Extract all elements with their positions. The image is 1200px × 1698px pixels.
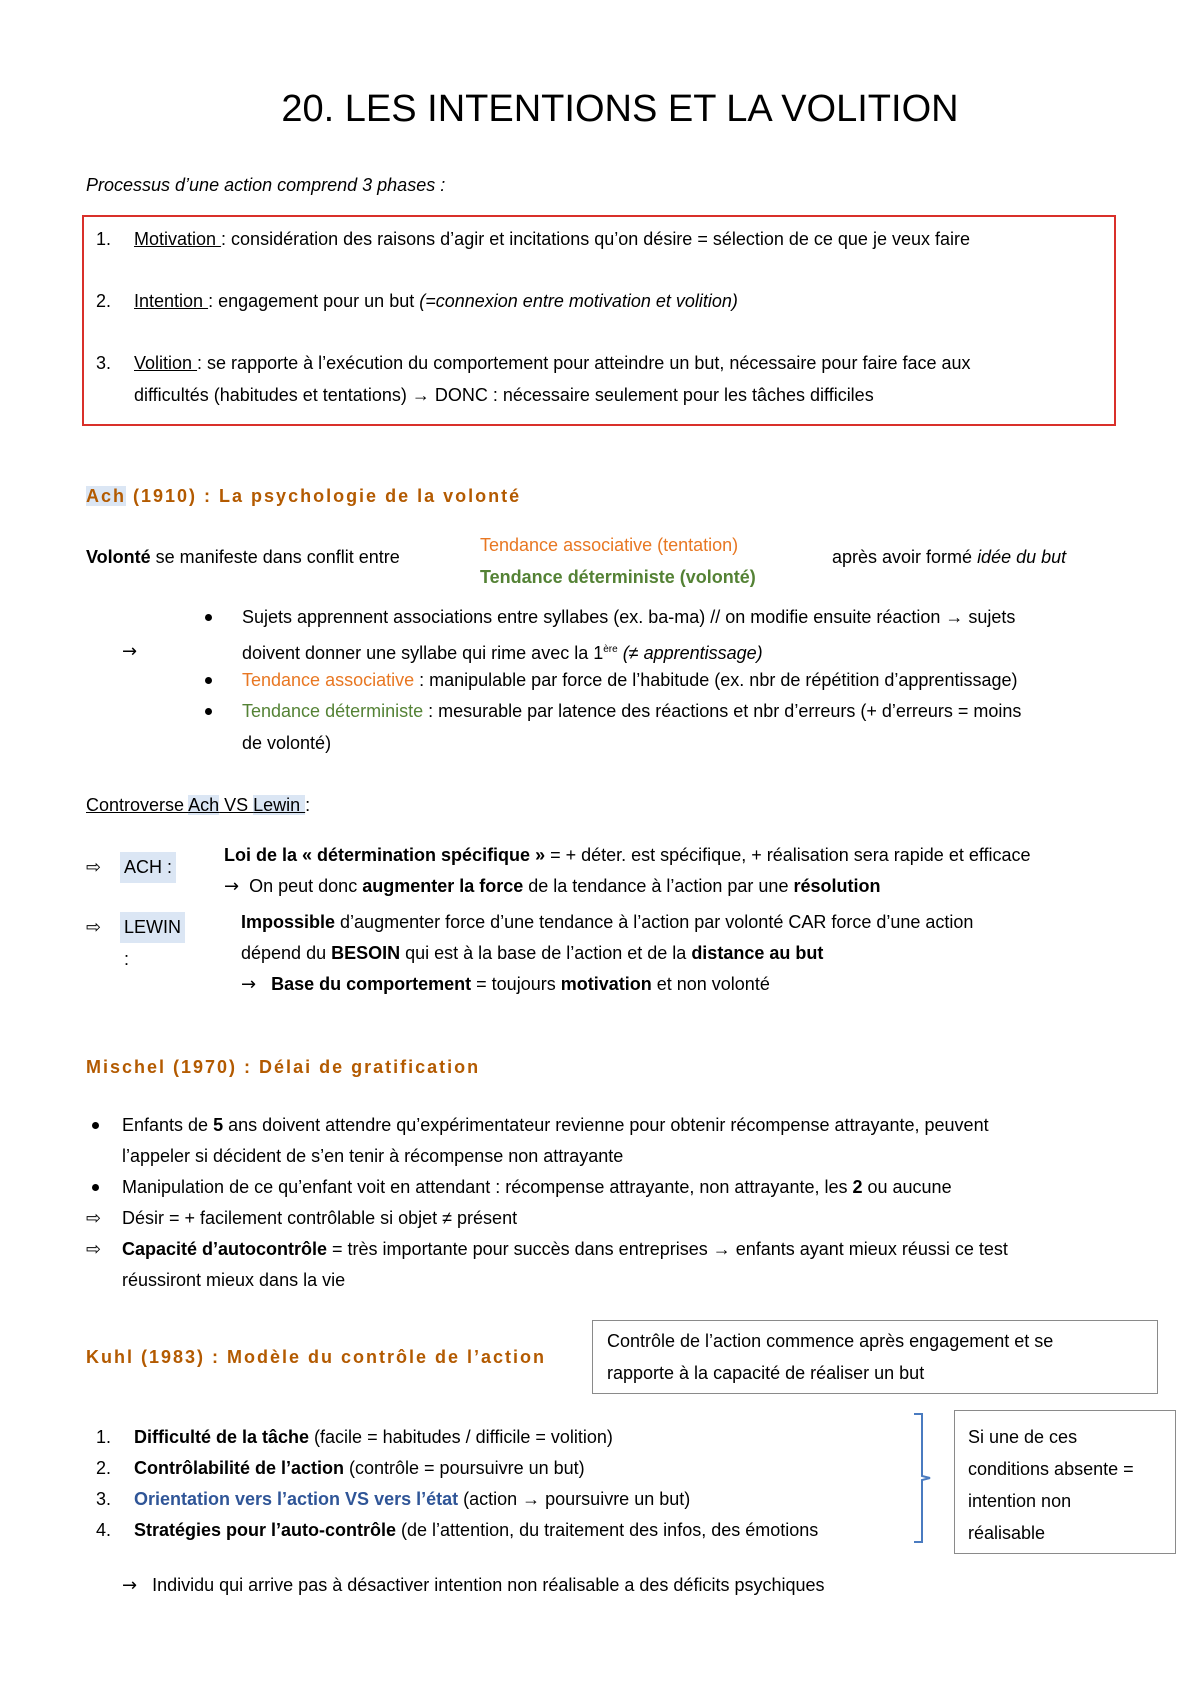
ach-line1 [224, 840, 1031, 871]
outline-arrow-icon: ⇨ [86, 1208, 102, 1229]
mischel-item-4 [122, 1234, 1008, 1265]
phase-number: 3. [96, 353, 112, 373]
mischel-bold: 5 [213, 1115, 224, 1135]
phase-1 [96, 224, 970, 255]
kuhl-rest: (contrôle = poursuivre un but) [344, 1458, 585, 1478]
intro-text: Processus d’une action comprend 3 phases : [86, 175, 446, 195]
lewin-label: LEWIN [120, 912, 185, 943]
mischel-text: = très importante pour succès dans entreprises → enfants ayant mieux réussi ce test [327, 1239, 1008, 1259]
mischel-item-1-line2: l’appeler si décident de s’en tenir à récompense non attrayante [122, 1146, 624, 1166]
ach-line2-d: résolution [793, 876, 881, 896]
bullet-text: doivent donner une syllabe qui rime avec la 1 [242, 643, 604, 663]
volonte-bold: Volonté [86, 547, 151, 567]
phase-text: : se rapporte à l’exécution du comportement pour atteindre un but, nécessaire pour faire face aux [197, 353, 971, 373]
side-box-line1: Si une de ces [968, 1427, 1078, 1447]
lewin-line2 [241, 938, 823, 969]
superscript: ère [603, 644, 618, 655]
phase-term: Volition [134, 353, 198, 373]
kuhl-number: 2. [96, 1458, 112, 1478]
phase-term: Intention [134, 291, 209, 311]
mischel-item-3: Désir = + facilement contrôlable si objet ≠ présent [122, 1208, 518, 1228]
bullet-icon [92, 1122, 99, 1129]
apres-text [832, 542, 1066, 573]
apres-italic: idée du but [977, 547, 1067, 567]
side-box-line4: réalisable [968, 1523, 1046, 1543]
lewin-colon: : [124, 949, 130, 969]
bullet-icon [205, 708, 212, 715]
ach-line2-c: de la tendance à l’action par une [523, 876, 794, 896]
brace-icon [912, 1412, 934, 1544]
ach-law-rest: = + déter. est spécifique, + réalisation sera rapide et efficace [545, 845, 1031, 865]
lewin-line2-a: dépend du [241, 943, 332, 963]
side-box-line2: conditions absente = [968, 1459, 1134, 1479]
arrow-icon: → [122, 1575, 138, 1596]
kuhl-item-1 [96, 1422, 613, 1453]
bullet-icon [92, 1184, 99, 1191]
controverse-title [86, 790, 310, 821]
phase-2 [96, 286, 738, 317]
outline-arrow-icon: ⇨ [86, 1239, 102, 1260]
mischel-heading: Mischel (1970) : Délai de gratification [86, 1057, 481, 1077]
controverse-ach: Ach [188, 795, 220, 815]
volonte-text: se manifeste dans conflit entre [150, 547, 400, 567]
kuhl-box-line1: Contrôle de l’action commence après engagement et se [607, 1331, 1054, 1351]
mischel-item-1 [122, 1110, 989, 1141]
controverse-lewin: Lewin [253, 795, 306, 815]
kuhl-rest: (facile = habitudes / difficile = volition) [309, 1427, 613, 1447]
phase-3 [96, 348, 971, 379]
kuhl-number: 3. [96, 1489, 112, 1509]
ach-heading [86, 481, 521, 512]
ach-line2-a: On peut donc [249, 876, 363, 896]
conclusion-text: Individu qui arrive pas à désactiver intention non réalisable a des déficits psychiques [152, 1575, 825, 1595]
kuhl-bold: Orientation vers l’action VS vers l’état [134, 1489, 459, 1509]
mischel-item-4-line2: réussiront mieux dans la vie [122, 1270, 346, 1290]
lewin-line3-c: motivation [560, 974, 652, 994]
arrow-icon: → [224, 876, 240, 897]
lewin-line3-a: Base du comportement [271, 974, 472, 994]
lewin-line2-b: BESOIN [331, 943, 401, 963]
lewin-line3-b: = toujours [471, 974, 561, 994]
ach-line2-b: augmenter la force [362, 876, 524, 896]
outline-arrow-icon: ⇨ [86, 917, 102, 938]
kuhl-bold: Difficulté de la tâche [134, 1427, 310, 1447]
bullet-text: : manipulable par force de l’habitude (ex. nbr de répétition d’apprentissage) [414, 670, 1018, 690]
mischel-item-2 [122, 1172, 952, 1203]
ach-heading-rest: (1910) : La psychologie de la volonté [126, 486, 522, 506]
ach-name: Ach [86, 486, 127, 506]
mischel-text: Manipulation de ce qu’enfant voit en attendant : récompense attrayante, non attrayante, les [122, 1177, 853, 1197]
lewin-line1-rest: d’augmenter force d’une tendance à l’action par volonté CAR force d’une action [335, 912, 974, 932]
kuhl-number: 1. [96, 1427, 112, 1447]
ach-bullet-3 [242, 696, 1021, 727]
bullet-icon [205, 614, 212, 621]
ach-line2 [224, 871, 880, 902]
lewin-line2-c: qui est à la base de l’action et de la [400, 943, 692, 963]
controverse-label: Controverse [86, 795, 189, 815]
ach-bullet-1-line2 [242, 634, 763, 669]
kuhl-rest: (action → poursuivre un but) [458, 1489, 691, 1509]
lewin-line1 [241, 907, 973, 938]
ach-law: Loi de la « détermination spécifique » [224, 845, 546, 865]
kuhl-box-line2: rapporte à la capacité de réaliser un but [607, 1363, 925, 1383]
tendance-associative-label: Tendance associative (tentation) [480, 535, 739, 555]
lewin-line3-d: et non volonté [651, 974, 770, 994]
ach-bullet-2 [242, 665, 1017, 696]
kuhl-item-3 [96, 1484, 690, 1515]
page-title: 20. LES INTENTIONS ET LA VOLITION [281, 88, 959, 130]
controverse-colon: : [305, 795, 311, 815]
bullet-italic: (≠ apprentissage) [617, 643, 763, 663]
mischel-bold: 2 [852, 1177, 863, 1197]
ach-label: ACH : [120, 852, 176, 883]
lewin-line3 [241, 969, 770, 1000]
phase-number: 2. [96, 291, 112, 311]
mischel-text: Enfants de [122, 1115, 214, 1135]
phase-text: : engagement pour un but [208, 291, 420, 311]
mischel-bold: Capacité d’autocontrôle [122, 1239, 328, 1259]
phase-number: 1. [96, 229, 112, 249]
bullet-text: : mesurable par latence des réactions et nbr d’erreurs (+ d’erreurs = moins [423, 701, 1022, 721]
lewin-line2-d: distance au but [691, 943, 824, 963]
phase-term: Motivation [134, 229, 222, 249]
phase-3-line2: difficultés (habitudes et tentations) → DONC : nécessaire seulement pour les tâches difficiles [134, 385, 874, 405]
kuhl-item-4 [96, 1515, 818, 1546]
kuhl-conclusion [122, 1570, 825, 1601]
tendance-deterministe-label: Tendance déterministe (volonté) [480, 567, 756, 587]
kuhl-item-2 [96, 1453, 585, 1484]
controverse-vs: VS [219, 795, 254, 815]
mischel-text: ans doivent attendre qu’expérimentateur revienne pour obtenir récompense attrayante, peuvent [223, 1115, 989, 1135]
apres-plain: après avoir formé [832, 547, 978, 567]
lewin-impossible: Impossible [241, 912, 336, 932]
kuhl-heading: Kuhl (1983) : Modèle du contrôle de l’action [86, 1347, 547, 1367]
phase-italic: (=connexion entre motivation et volition) [419, 291, 738, 311]
volonte-line [86, 542, 400, 573]
tendance-deterministe-ref: Tendance déterministe [242, 701, 424, 721]
tendance-associative-ref: Tendance associative [242, 670, 415, 690]
ach-bullet-1-line1: Sujets apprennent associations entre syllabes (ex. ba-ma) // on modifie ensuite réaction → sujets [242, 607, 1016, 627]
kuhl-bold: Stratégies pour l’auto-contrôle [134, 1520, 397, 1540]
bullet-icon [205, 677, 212, 684]
phase-text: : considération des raisons d’agir et incitations qu’on désire = sélection de ce que je veux faire [221, 229, 970, 249]
side-box-line3: intention non [968, 1491, 1072, 1511]
kuhl-number: 4. [96, 1520, 112, 1540]
kuhl-bold: Contrôlabilité de l’action [134, 1458, 345, 1478]
arrow-icon: → [122, 641, 138, 662]
mischel-text: ou aucune [862, 1177, 952, 1197]
kuhl-rest: (de l’attention, du traitement des infos, des émotions [396, 1520, 819, 1540]
outline-arrow-icon: ⇨ [86, 857, 102, 878]
arrow-icon: → [241, 974, 257, 995]
ach-bullet-3-line2: de volonté) [242, 733, 332, 753]
